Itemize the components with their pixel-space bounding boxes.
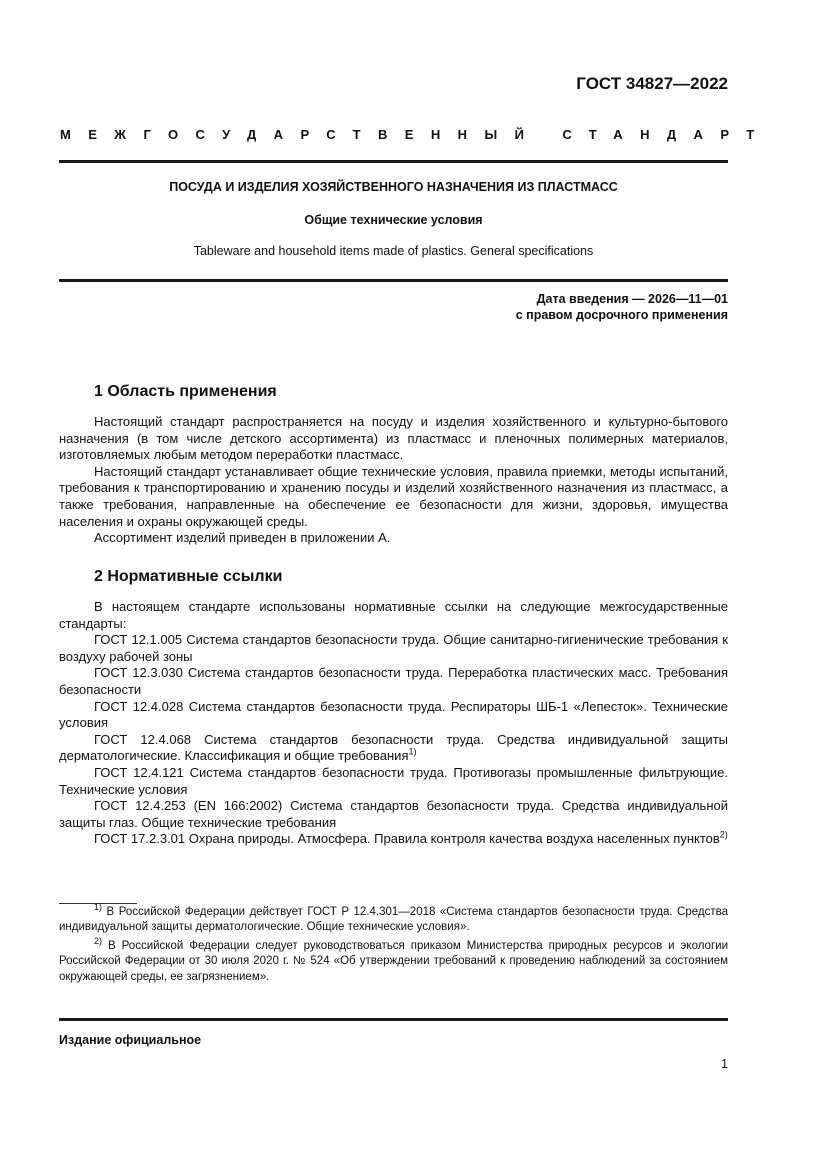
footnotes — [59, 902, 728, 988]
footnote-text: В Российской Федерации действует ГОСТ Р 12.4.301—2018 «Система стандартов безопасности труда. Средства индивидуальной защиты дерматологические. Общие технические условия». — [59, 906, 728, 934]
footnote-text: В Российской Федерации следует руководствоваться приказом Министерства природных ресурсов и экологии Российской Федерации от 30 июля 2020 г. № 524 «Об утверждении требований к проведению наблюдений за состоянием окружающей среды, ее загрязнением». — [59, 939, 728, 983]
section-1-heading: 1 Область применения — [94, 383, 277, 400]
footnote-ref: 2) — [719, 829, 728, 840]
reference-item: ГОСТ 12.1.005 Система стандартов безопасности труда. Общие санитарно-гигиенические требования к воздуху рабочей зоны — [59, 632, 728, 664]
top-rule — [59, 160, 728, 163]
paragraph: Настоящий стандарт устанавливает общие технические условия, правила приемки, методы испытаний, требования к транспортированию и хранению посуды и изделий хозяйственного назначения из пластмасс, а также требования, направленные на обеспечение ее безопасности для жизни, здоровья, имущества населения и охраны окружающей среды. — [59, 463, 728, 529]
paragraph: Настоящий стандарт распространяется на посуду и изделия хозяйственного и культурно-бытового назначения (в том числе детского ассортимента) из пластмасс и пленочных полимерных материалов, изготовляемых любым методом переработки пластмасс. — [59, 414, 728, 463]
paragraph: Ассортимент изделий приведен в приложении А. — [94, 530, 391, 546]
footnote — [59, 935, 728, 985]
reference-item: ГОСТ 12.3.030 Система стандартов безопасности труда. Переработка пластических масс. Требования безопасности — [59, 665, 728, 697]
section-2-heading: 2 Нормативные ссылки — [94, 568, 283, 585]
reference-item: ГОСТ 12.4.121 Система стандартов безопасности труда. Противогазы промышленные фильтрующие. Технические условия — [59, 764, 728, 797]
paragraph: В настоящем стандарте использованы нормативные ссылки на следующие межгосударственные стандарты: — [59, 599, 728, 631]
page-number: 1 — [721, 1057, 728, 1071]
document-subtitle: Общие технические условия — [304, 213, 483, 227]
official-edition-label: Издание официальное — [59, 1033, 202, 1047]
footnote-mark: 2) — [94, 935, 103, 946]
reference-item: ГОСТ 12.4.028 Система стандартов безопасности труда. Респираторы ШБ-1 «Лепесток». Технические условия — [59, 698, 728, 731]
title-rule — [59, 279, 728, 282]
reference-text: ГОСТ 12.4.068 Система стандартов безопасности труда. Средства индивидуальной защиты дерматологические. Классификация и общие требования — [59, 731, 728, 764]
reference-item — [59, 732, 728, 765]
interstate-standard-label: МЕЖГОСУДАРСТВЕННЫЙ СТАНДАРТ — [60, 127, 772, 142]
section-1-body — [59, 414, 728, 547]
document-title: ПОСУДА И ИЗДЕЛИЯ ХОЗЯЙСТВЕННОГО НАЗНАЧЕНИЯ ИЗ ПЛАСТМАСС — [169, 180, 618, 194]
early-application-note: с правом досрочного применения — [515, 308, 728, 322]
footnote-ref: 1) — [408, 747, 417, 758]
english-title: Tableware and household items made of plastics. General specifications — [193, 244, 594, 258]
bottom-rule — [59, 1018, 728, 1021]
footnote-mark: 1) — [94, 902, 103, 913]
section-2-body — [59, 599, 728, 848]
reference-item — [59, 831, 728, 848]
reference-text: ГОСТ 17.2.3.01 Охрана природы. Атмосфера. Правила контроля качества воздуха населенных пунктов — [94, 831, 720, 847]
footnote — [59, 902, 728, 936]
reference-item: ГОСТ 12.4.253 (EN 166:2002) Система стандартов безопасности труда. Средства индивидуальной защиты глаз. Общие технические требования — [59, 798, 728, 830]
introduction-date: Дата введения — 2026—11—01 — [536, 292, 728, 306]
document-number: ГОСТ 34827—2022 — [576, 74, 728, 93]
